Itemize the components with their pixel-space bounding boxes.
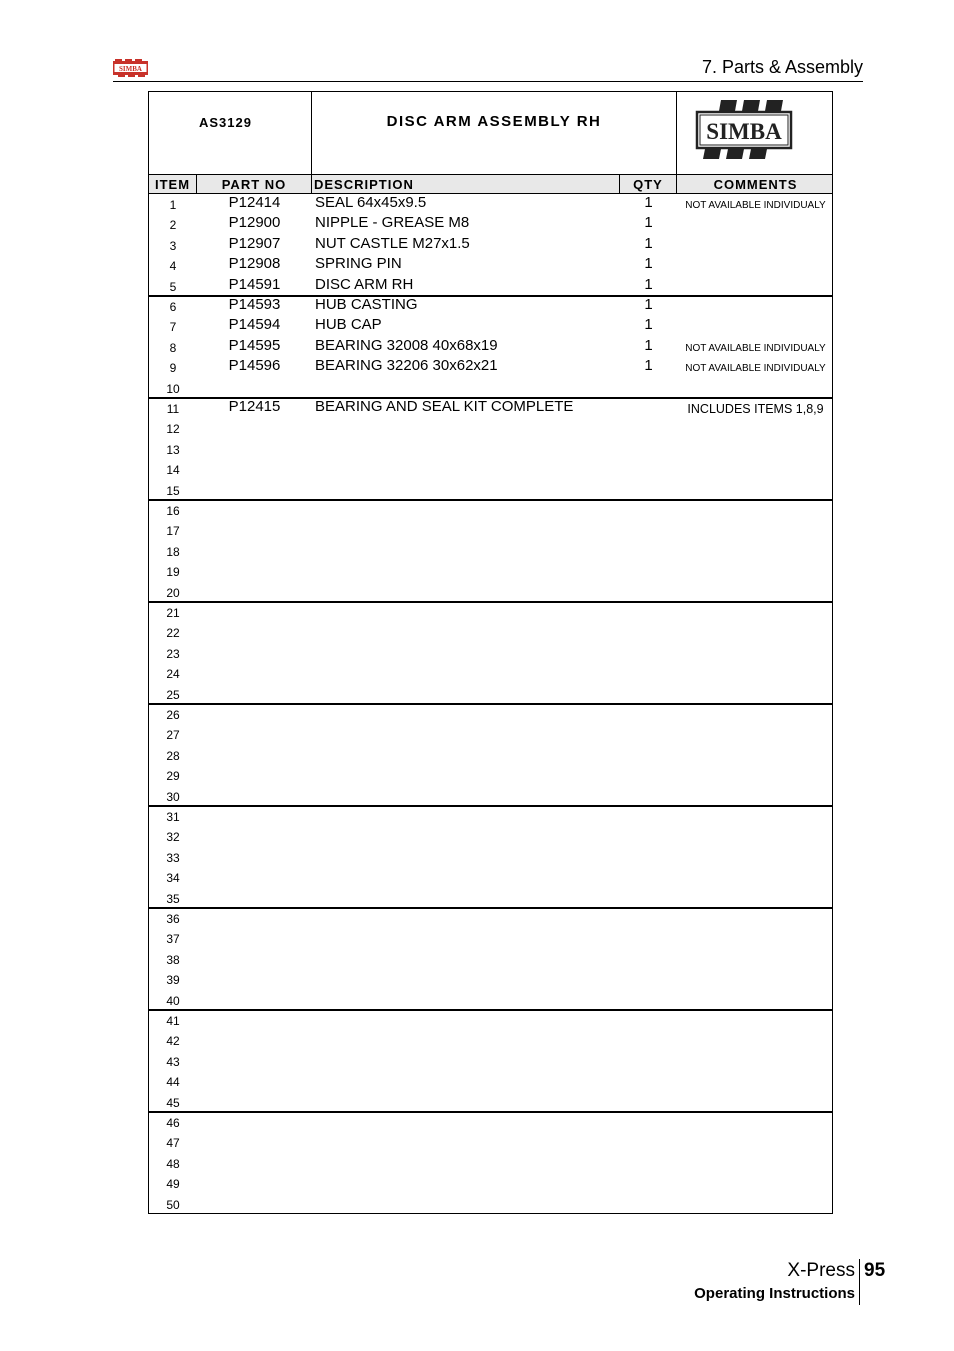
table-row xyxy=(149,602,832,622)
part-number: P12415 xyxy=(228,398,281,415)
table-row xyxy=(149,622,832,642)
item-number: 15 xyxy=(166,483,180,498)
part-number: P14594 xyxy=(228,316,281,334)
parts-sheet xyxy=(148,91,833,1214)
table-row xyxy=(149,684,832,704)
item-number: 11 xyxy=(166,402,180,416)
assembly-name: DISC ARM ASSEMBLY RH xyxy=(386,113,602,130)
item-number: 36 xyxy=(166,912,180,926)
item-number: 4 xyxy=(169,259,177,274)
item-number: 10 xyxy=(166,381,180,396)
part-comment: NOT AVAILABLE INDIVIDUALY xyxy=(685,342,826,354)
table-row xyxy=(149,194,832,214)
item-number: 30 xyxy=(166,789,180,804)
table-row xyxy=(149,398,832,418)
item-number: 5 xyxy=(169,279,177,294)
table-row xyxy=(149,418,832,438)
part-comment: NOT AVAILABLE INDIVIDUALY xyxy=(685,200,826,211)
footer-divider xyxy=(859,1259,860,1305)
item-number: 27 xyxy=(166,728,180,743)
table-row xyxy=(149,1153,832,1173)
table-row xyxy=(149,847,832,867)
table-row xyxy=(149,1092,832,1112)
item-number: 28 xyxy=(166,748,180,763)
section-title: 7. Parts & Assembly xyxy=(701,57,863,77)
col-item-header: ITEM xyxy=(149,175,197,193)
item-number: 29 xyxy=(166,769,180,784)
table-row xyxy=(149,663,832,683)
table-row xyxy=(149,928,832,948)
item-number: 22 xyxy=(166,626,180,641)
part-number: P12907 xyxy=(228,234,281,252)
item-number: 44 xyxy=(166,1075,180,1090)
col-description-header: DESCRIPTION xyxy=(312,175,620,193)
table-row xyxy=(149,1010,832,1030)
part-number: P14596 xyxy=(228,357,281,375)
title-block xyxy=(149,92,832,174)
item-number: 38 xyxy=(166,952,180,967)
part-comment: NOT AVAILABLE INDIVIDUALY xyxy=(685,363,826,375)
table-row xyxy=(149,459,832,479)
part-quantity: 1 xyxy=(644,357,653,375)
table-row xyxy=(149,337,832,357)
item-number: 3 xyxy=(169,238,177,253)
part-number: P12414 xyxy=(228,194,281,211)
item-number: 46 xyxy=(166,1116,180,1130)
item-number: 9 xyxy=(169,361,177,376)
footer-product: X-Press xyxy=(787,1260,855,1281)
svg-text:SIMBA: SIMBA xyxy=(119,65,142,73)
part-description: NIPPLE - GREASE M8 xyxy=(315,214,470,232)
item-number: 25 xyxy=(166,687,180,702)
item-number: 32 xyxy=(166,830,180,845)
part-description: BEARING 32206 30x62x21 xyxy=(315,357,498,375)
part-number: P14591 xyxy=(228,275,281,293)
part-description: BEARING AND SEAL KIT COMPLETE xyxy=(315,398,574,415)
item-number: 24 xyxy=(166,667,180,682)
item-number: 48 xyxy=(166,1156,180,1171)
item-number: 17 xyxy=(166,524,180,539)
part-description: DISC ARM RH xyxy=(315,275,414,293)
table-row xyxy=(149,480,832,500)
table-row xyxy=(149,296,832,316)
table-row xyxy=(149,888,832,908)
item-number: 7 xyxy=(169,320,177,335)
table-row xyxy=(149,582,832,602)
table-row xyxy=(149,235,832,255)
part-quantity: 1 xyxy=(644,194,653,211)
svg-text:SIMBA: SIMBA xyxy=(706,119,782,144)
item-number: 2 xyxy=(169,218,177,233)
item-number: 20 xyxy=(166,585,180,600)
item-number: 19 xyxy=(166,565,180,580)
table-row xyxy=(149,786,832,806)
part-quantity: 1 xyxy=(644,214,653,232)
table-row xyxy=(149,704,832,724)
item-number: 12 xyxy=(166,422,180,437)
table-row xyxy=(149,316,832,336)
logo-cell xyxy=(677,92,834,174)
table-row xyxy=(149,1051,832,1071)
column-headers xyxy=(149,174,832,194)
part-description: SEAL 64x45x9.5 xyxy=(315,194,427,211)
col-comments-header: COMMENTS xyxy=(713,177,798,192)
page-number: 95 xyxy=(864,1260,886,1281)
table-row xyxy=(149,520,832,540)
table-row xyxy=(149,1132,832,1152)
part-quantity: 1 xyxy=(644,296,653,313)
item-number: 43 xyxy=(166,1054,180,1069)
item-number: 8 xyxy=(169,340,177,355)
item-number: 1 xyxy=(169,198,177,212)
table-row xyxy=(149,541,832,561)
table-row xyxy=(149,765,832,785)
table-row xyxy=(149,949,832,969)
part-description: HUB CAP xyxy=(315,316,382,334)
table-row xyxy=(149,561,832,581)
table-row xyxy=(149,867,832,887)
assembly-name-cell xyxy=(312,92,677,174)
table-row xyxy=(149,1112,832,1132)
item-number: 40 xyxy=(166,993,180,1008)
col-qty-header: QTY xyxy=(620,175,677,193)
footer-subtitle: Operating Instructions xyxy=(694,1285,855,1302)
table-row xyxy=(149,214,832,234)
part-description: BEARING 32008 40x68x19 xyxy=(315,336,498,354)
table-row xyxy=(149,1194,832,1214)
part-description: SPRING PIN xyxy=(315,255,402,273)
simba-header-logo-icon xyxy=(113,59,148,77)
part-quantity: 1 xyxy=(644,255,653,273)
part-description: NUT CASTLE M27x1.5 xyxy=(315,234,470,252)
item-number: 35 xyxy=(166,891,180,906)
table-row xyxy=(149,643,832,663)
item-number: 18 xyxy=(166,544,180,559)
item-number: 49 xyxy=(166,1177,180,1192)
table-row xyxy=(149,500,832,520)
part-quantity: 1 xyxy=(644,336,653,354)
table-row xyxy=(149,908,832,928)
table-row xyxy=(149,826,832,846)
assembly-code-cell xyxy=(149,92,312,174)
table-row xyxy=(149,969,832,989)
item-number: 41 xyxy=(166,1014,180,1028)
col-partno-header: PART NO xyxy=(197,175,312,193)
table-row xyxy=(149,806,832,826)
table-row xyxy=(149,990,832,1010)
table-row xyxy=(149,276,832,296)
item-number: 39 xyxy=(166,973,180,988)
item-number: 42 xyxy=(166,1034,180,1049)
part-number: P12908 xyxy=(228,255,281,273)
table-row xyxy=(149,357,832,377)
assembly-code: AS3129 xyxy=(199,115,252,130)
table-row xyxy=(149,724,832,744)
item-number: 34 xyxy=(166,871,180,886)
table-row xyxy=(149,439,832,459)
table-row xyxy=(149,1071,832,1091)
table-row xyxy=(149,1030,832,1050)
part-quantity: 1 xyxy=(644,234,653,252)
item-number: 14 xyxy=(166,463,180,478)
item-number: 45 xyxy=(166,1095,180,1110)
item-number: 37 xyxy=(166,932,180,947)
part-quantity: 1 xyxy=(644,316,653,334)
item-number: 50 xyxy=(166,1197,180,1212)
item-number: 21 xyxy=(166,606,180,620)
item-number: 16 xyxy=(166,504,180,518)
simba-logo-icon xyxy=(695,99,793,161)
item-number: 47 xyxy=(166,1136,180,1151)
table-row xyxy=(149,1173,832,1193)
header-divider xyxy=(113,81,863,82)
table-row xyxy=(149,378,832,398)
part-number: P12900 xyxy=(228,214,281,232)
part-quantity: 1 xyxy=(644,275,653,293)
table-row xyxy=(149,255,832,275)
item-number: 13 xyxy=(166,442,180,457)
part-number: P14593 xyxy=(228,296,281,313)
item-number: 26 xyxy=(166,708,180,722)
item-number: 6 xyxy=(169,300,177,314)
item-number: 33 xyxy=(166,850,180,865)
item-number: 23 xyxy=(166,646,180,661)
part-comment: INCLUDES ITEMS 1,8,9 xyxy=(687,402,824,416)
item-number: 31 xyxy=(166,810,180,824)
part-description: HUB CASTING xyxy=(315,296,418,313)
table-row xyxy=(149,745,832,765)
part-number: P14595 xyxy=(228,336,281,354)
